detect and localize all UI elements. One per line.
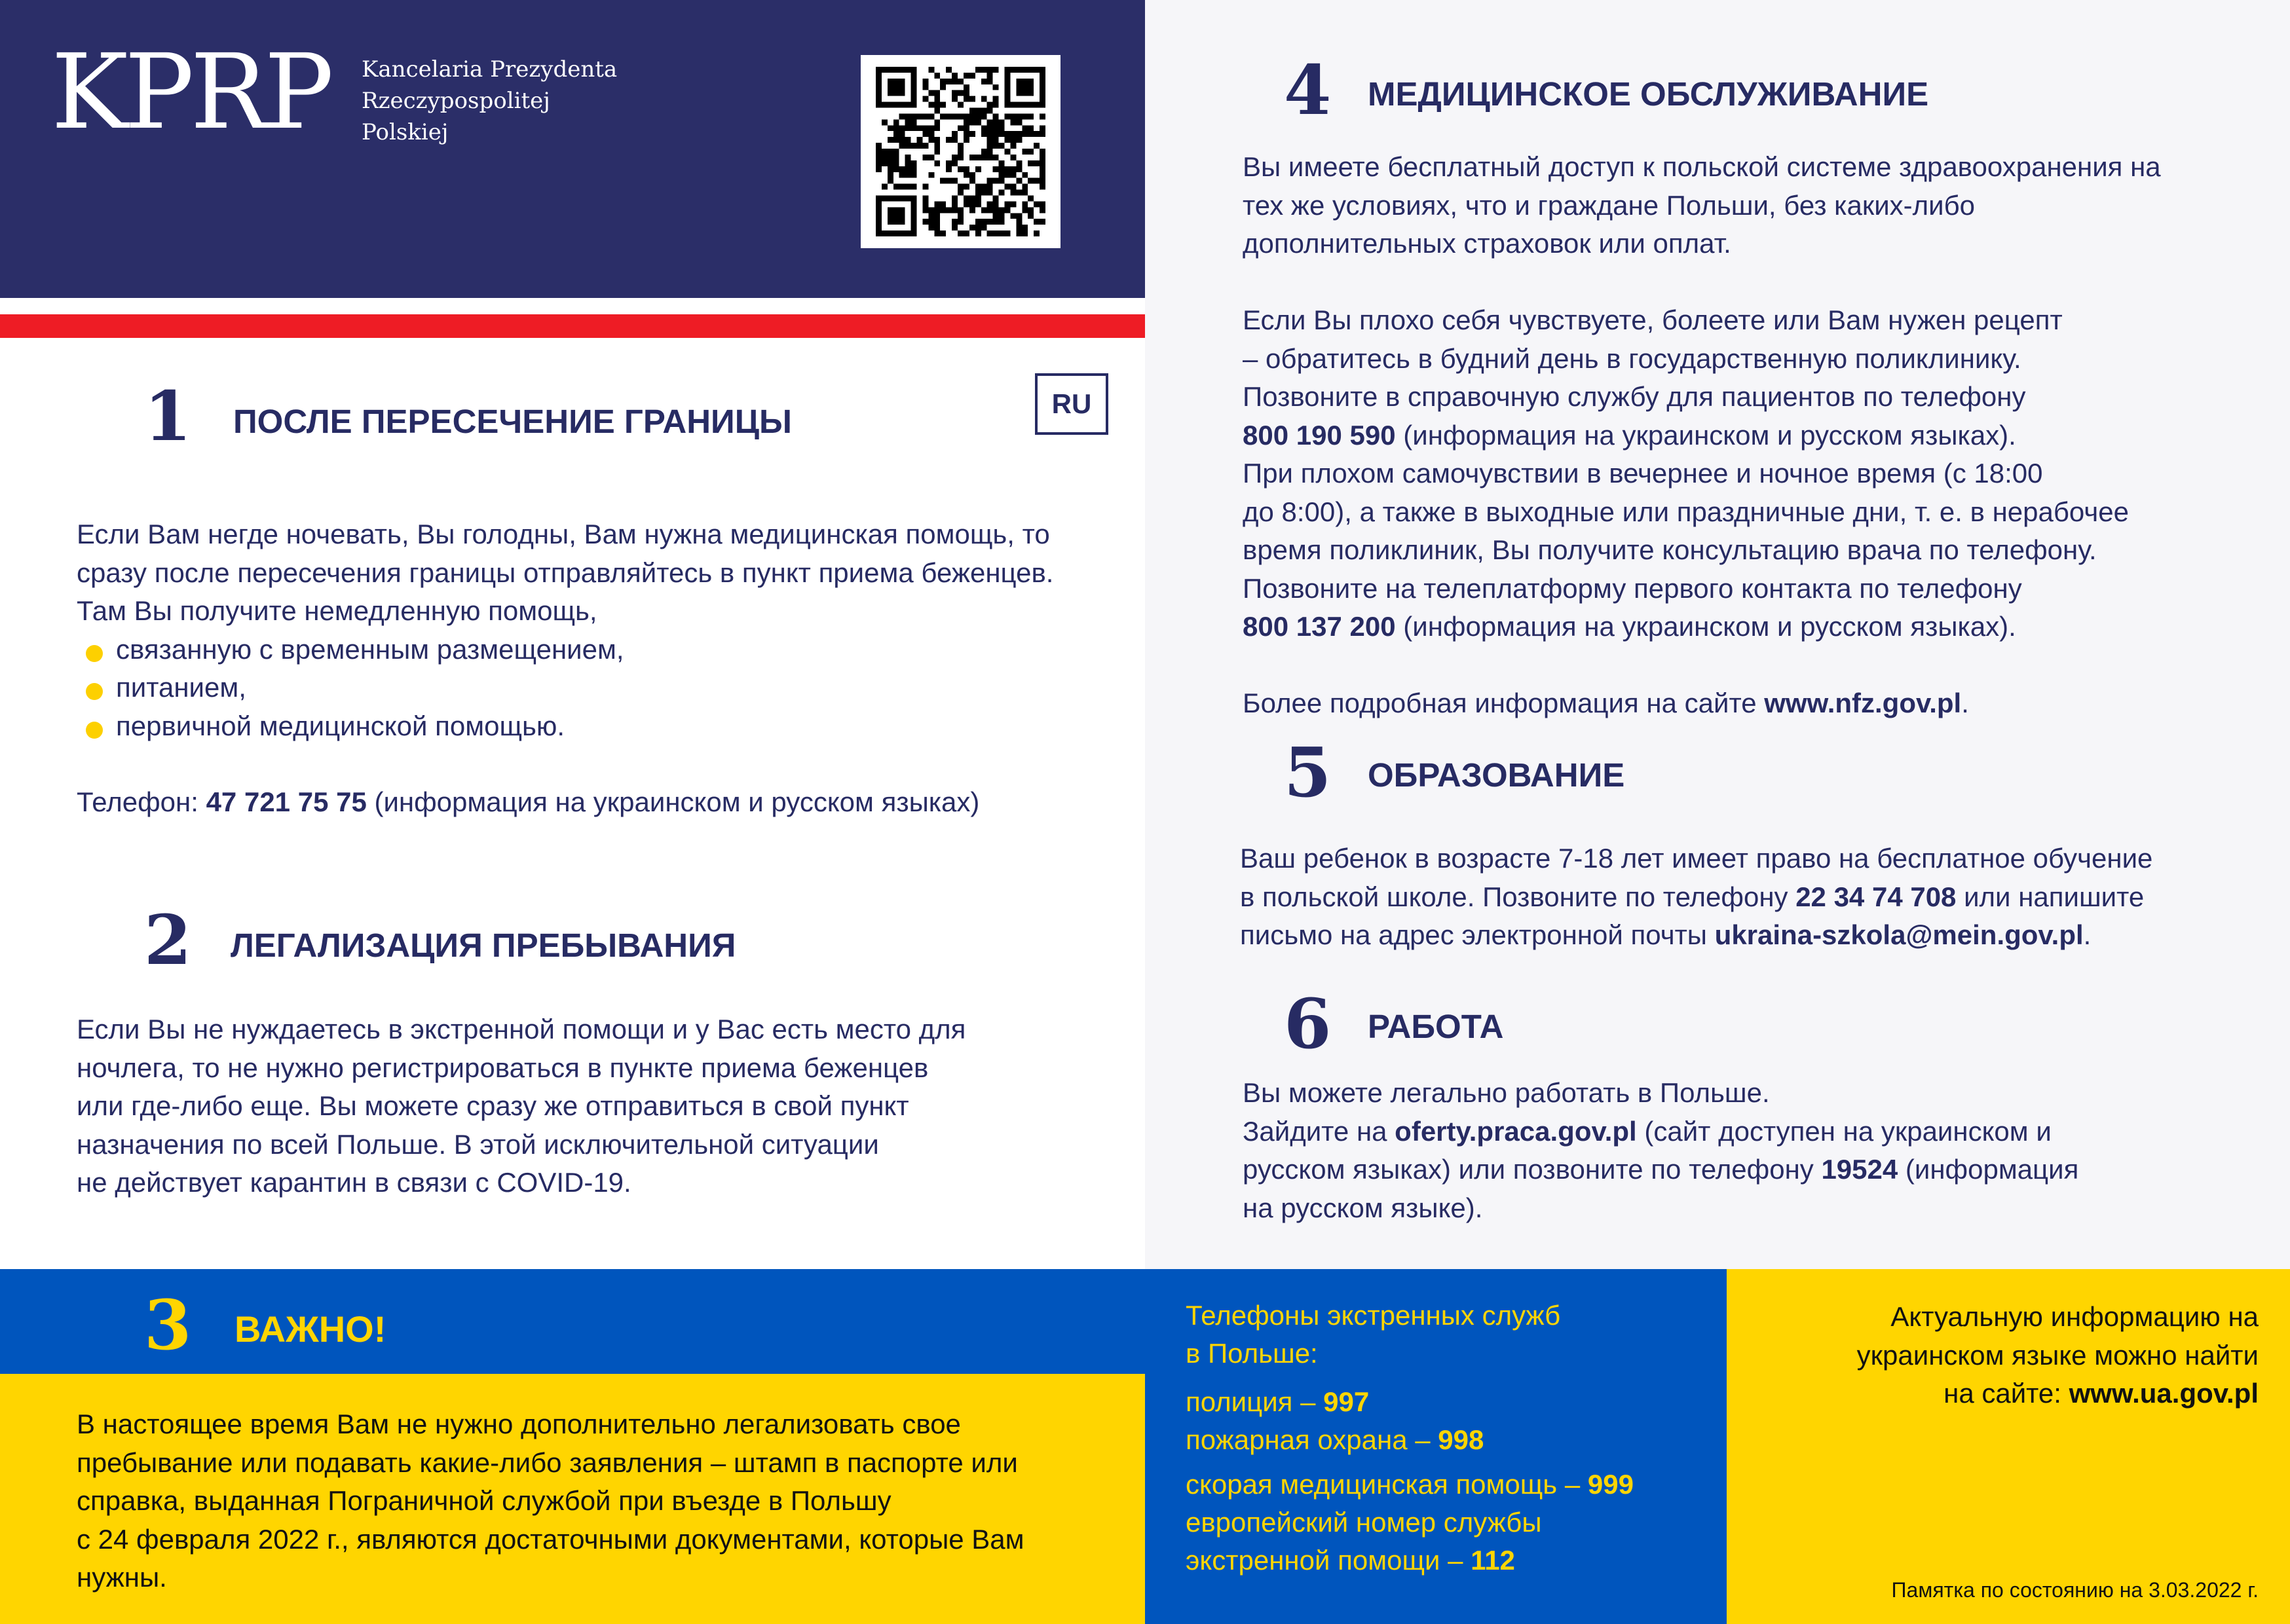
text-part: русском языках) или позвоните по телефону xyxy=(1243,1154,1822,1185)
emergency-item xyxy=(1186,1421,1710,1459)
nfz-link[interactable]: www.nfz.gov.pl xyxy=(1764,688,1962,718)
text-line xyxy=(1742,1375,2259,1413)
text-line xyxy=(1243,416,2264,455)
text-line: назначения по всей Польше. В этой исключительной ситуации xyxy=(77,1128,879,1160)
phone-number[interactable]: 800 137 200 xyxy=(1243,611,1396,642)
text-line xyxy=(1243,684,2264,723)
emergency-label: экстренной помощи – xyxy=(1186,1545,1471,1576)
phone-line xyxy=(77,783,1098,822)
emergency-item xyxy=(1186,1383,1710,1421)
bullet-dot-icon xyxy=(86,645,103,662)
email-link[interactable]: ukraina-szkola@mein.gov.pl xyxy=(1714,919,2084,950)
section-2-body xyxy=(77,1010,1125,1202)
section-number: 5 xyxy=(1284,732,1332,813)
more-info-text: Более подробная информация на сайте xyxy=(1243,688,1765,718)
list-item xyxy=(77,707,1098,746)
text-line xyxy=(1240,916,2275,955)
emergency-label: европейский номер службы xyxy=(1186,1507,1542,1538)
ua-gov-link[interactable]: www.ua.gov.pl xyxy=(2069,1378,2259,1409)
text-line: В настоящее время Вам не нужно дополнительно легализовать свое xyxy=(77,1409,961,1439)
qr-code-icon[interactable] xyxy=(861,55,1061,248)
phone-note: (информация на украинском и русском языках). xyxy=(1395,611,2016,642)
kprp-logo: KPRP xyxy=(51,32,330,153)
section-number: 4 xyxy=(1284,50,1332,130)
text-part: или напишите xyxy=(1956,881,2145,912)
text-line xyxy=(1240,878,2275,917)
fire-number[interactable]: 998 xyxy=(1438,1424,1484,1455)
emergency-numbers xyxy=(1186,1297,1710,1579)
praca-link[interactable]: oferty.praca.gov.pl xyxy=(1395,1115,1637,1147)
punctuation: . xyxy=(2083,919,2092,950)
text-line: Вы можете легально работать в Польше. xyxy=(1243,1077,1770,1108)
text-line: Ваш ребенок в возрасте 7-18 лет имеет право на бесплатное обучение xyxy=(1240,843,2153,874)
phone-note: (информация на украинском и русском языках). xyxy=(1395,419,2016,451)
text-line: тех же условиях, что и граждане Польши, без каких-либо xyxy=(1243,189,1976,221)
emergency-label: скорая медицинская помощь – xyxy=(1186,1469,1588,1500)
text-line xyxy=(1243,1151,2264,1189)
bullet-dot-icon xyxy=(86,683,103,700)
phone-number[interactable]: 22 34 74 708 xyxy=(1795,881,1957,912)
section-6-body xyxy=(1243,1074,2264,1227)
text-line: до 8:00), а также в выходные или праздничные дни, т. е. в нерабочее xyxy=(1243,496,2129,527)
list-item-text: связанную с временным размещением, xyxy=(116,633,624,665)
phone-number[interactable]: 19524 xyxy=(1821,1154,1898,1185)
footnote: Памятка по состоянию на 3.03.2022 г. xyxy=(1891,1578,2259,1602)
text-line: Позвоните на телеплатформу первого контакта по телефону xyxy=(1243,572,2022,604)
emergency-label: полиция – xyxy=(1186,1386,1324,1417)
text-line xyxy=(1243,1113,2264,1151)
text-line: – обратитесь в будний день в государственную поликлинику. xyxy=(1243,342,2021,374)
text-line: пребывание или подавать какие-либо заявления – штамп в паспорте или xyxy=(77,1447,1018,1478)
section-title: ВАЖНО! xyxy=(235,1308,386,1350)
phone-note: (информация на украинском и русском языках) xyxy=(366,786,980,817)
org-name-line: Kancelaria Prezydenta xyxy=(362,56,618,83)
section-1-body xyxy=(77,515,1098,822)
flag-stripe-white xyxy=(0,298,1145,314)
text-line xyxy=(1243,608,2264,646)
section-title: ПОСЛЕ ПЕРЕСЕЧЕНИЕ ГРАНИЦЫ xyxy=(233,403,792,440)
list-item-text: первичной медицинской помощью. xyxy=(116,710,565,741)
section-3-body xyxy=(77,1405,1138,1597)
punctuation: . xyxy=(1961,688,1969,718)
emergency-item xyxy=(1186,1541,1710,1579)
section-number: 6 xyxy=(1284,984,1332,1064)
phone-number[interactable]: 47 721 75 75 xyxy=(206,786,367,817)
emergency-label: пожарная охрана – xyxy=(1186,1424,1438,1455)
text-line: с 24 февраля 2022 г., являются достаточными документами, которые Вам xyxy=(77,1523,1024,1555)
emergency-title: в Польше: xyxy=(1186,1338,1318,1369)
text-part: Зайдите на xyxy=(1243,1115,1395,1147)
text-line: Если Вы плохо себя чувствуете, болеете или Вам нужен рецепт xyxy=(1243,304,2063,335)
emergency-item xyxy=(1186,1466,1710,1504)
section-number: 2 xyxy=(144,900,192,980)
section-1-intro xyxy=(77,515,1079,631)
text-line: Позвоните в справочную службу для пациентов по телефону xyxy=(1243,381,2026,412)
text-line: украинском языке можно найти xyxy=(1856,1339,2259,1371)
qr-code-image xyxy=(873,67,1049,236)
org-name-line: Polskiej xyxy=(362,119,449,145)
phone-label: Телефон: xyxy=(77,786,206,817)
intro-text: Если Вам негде ночевать, Вы голодны, Вам нужна медицинская помощь, то сразу после пересечения границы отправляйтесь в пункт приема беженцев. Там Вы получите немедленную помощь, xyxy=(77,519,1054,626)
police-number[interactable]: 997 xyxy=(1323,1386,1370,1417)
eu-emergency-number[interactable]: 112 xyxy=(1471,1545,1515,1576)
list-item-text: питанием, xyxy=(116,672,246,703)
text-line: Вы имеете бесплатный доступ к польской системе здравоохранения на xyxy=(1243,151,2161,182)
bullet-dot-icon xyxy=(86,722,103,739)
language-badge: RU xyxy=(1035,373,1108,435)
section-number: 3 xyxy=(144,1285,192,1365)
list-item xyxy=(77,669,1098,707)
section-title: ОБРАЗОВАНИЕ xyxy=(1368,756,1625,794)
text-line: справка, выданная Пограничной службой при въезде в Польшу xyxy=(77,1485,892,1516)
text-part: (сайт доступен на украинском и xyxy=(1636,1115,2052,1147)
flag-stripe-red xyxy=(0,314,1145,338)
section-title: РАБОТА xyxy=(1368,1008,1504,1045)
org-name xyxy=(362,54,617,148)
text-part: письмо на адрес электронной почты xyxy=(1240,919,1715,950)
emergency-title: Телефоны экстренных служб xyxy=(1186,1300,1561,1331)
section-title: ЛЕГАЛИЗАЦИЯ ПРЕБЫВАНИЯ xyxy=(231,927,736,964)
section-title: МЕДИЦИНСКОЕ ОБСЛУЖИВАНИЕ xyxy=(1368,75,1929,113)
text-line: дополнительных страховок или оплат. xyxy=(1243,228,1731,259)
text-line: или где-либо еще. Вы можете сразу же отправиться в свой пункт xyxy=(77,1090,909,1121)
text-part: в польской школе. Позвоните по телефону xyxy=(1240,881,1796,912)
org-name-line: Rzeczypospolitej xyxy=(362,88,550,114)
ambulance-number[interactable]: 999 xyxy=(1587,1469,1634,1500)
phone-number[interactable]: 800 190 590 xyxy=(1243,419,1396,451)
text-line: нужны. xyxy=(77,1562,167,1593)
text-part: на сайте: xyxy=(1943,1378,2069,1409)
text-line: ночлега, то не нужно регистрироваться в пункте приема беженцев xyxy=(77,1052,929,1083)
text-line: При плохом самочувствии в вечернее и ночное время (с 18:00 xyxy=(1243,458,2043,489)
text-line: время поликлиник, Вы получите консультацию врача по телефону. xyxy=(1243,534,2097,565)
section-5-body xyxy=(1240,840,2275,955)
text-line: не действует карантин в связи с COVID-19. xyxy=(77,1167,631,1198)
ua-info xyxy=(1742,1298,2259,1413)
section-4-body xyxy=(1243,148,2264,723)
text-line: Актуальную информацию на xyxy=(1890,1301,2259,1332)
bullet-list xyxy=(77,631,1098,746)
section-number: 1 xyxy=(144,376,192,456)
text-line: на русском языке). xyxy=(1243,1192,1483,1223)
list-item xyxy=(77,631,1098,669)
text-part: (информация xyxy=(1898,1154,2079,1185)
text-line: Если Вы не нуждаетесь в экстренной помощи и у Вас есть место для xyxy=(77,1014,966,1044)
